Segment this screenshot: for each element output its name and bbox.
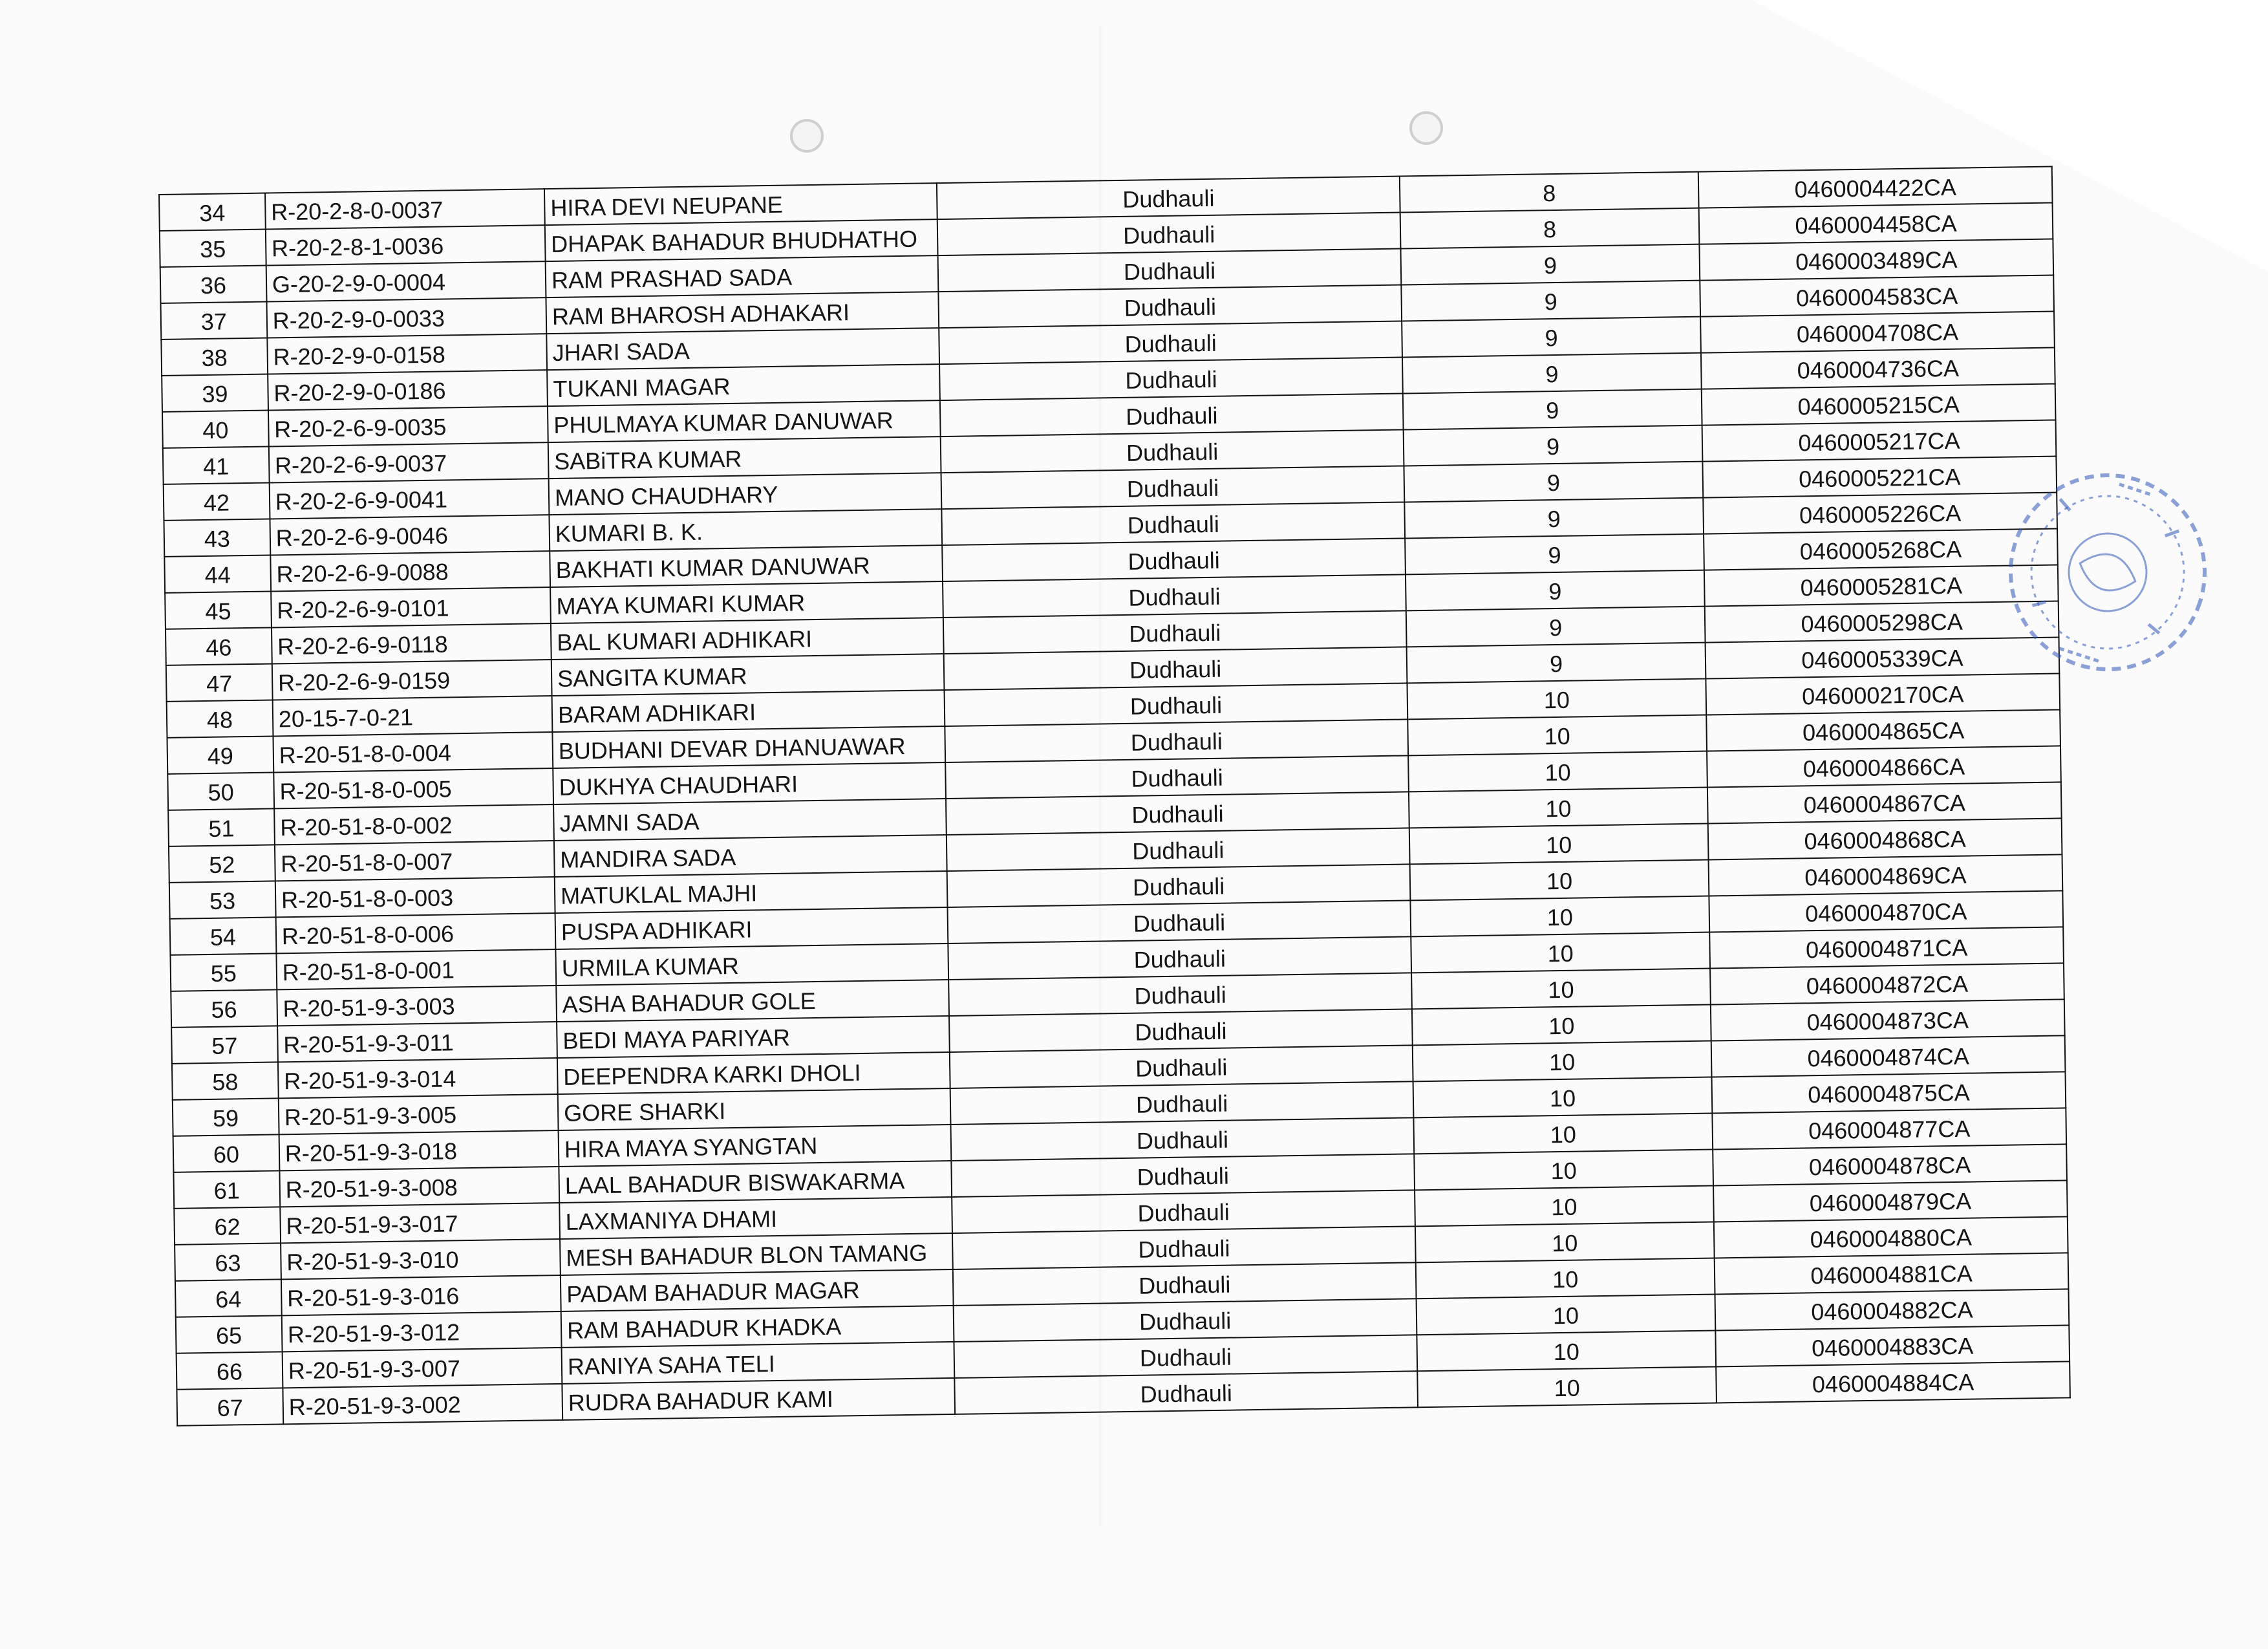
ward-number-cell: 10 xyxy=(1410,860,1709,901)
beneficiary-code-cell: 20-15-7-0-21 xyxy=(272,696,552,736)
account-number-cell: 0460004870CA xyxy=(1709,890,2063,932)
vdc-cell: Dudhauli xyxy=(937,177,1400,220)
beneficiary-code-cell: R-20-2-8-0-0037 xyxy=(265,189,545,229)
account-number-cell: 0460004583CA xyxy=(1700,275,2054,317)
vdc-cell: Dudhauli xyxy=(938,249,1402,292)
ward-number-cell: 10 xyxy=(1409,788,1708,828)
beneficiary-name-cell: URMILA KUMAR xyxy=(555,943,948,986)
beneficiary-name-cell: JHARI SADA xyxy=(546,328,939,370)
account-number-cell: 0460004872CA xyxy=(1710,963,2064,1004)
beneficiary-code-cell: R-20-51-8-0-002 xyxy=(274,804,554,845)
beneficiary-code-cell: R-20-51-9-3-008 xyxy=(279,1167,559,1207)
vdc-cell: Dudhauli xyxy=(952,1226,1416,1269)
punch-hole-icon xyxy=(1409,111,1443,145)
serial-number-cell: 44 xyxy=(164,555,271,592)
beneficiary-name-cell: BAKHATI KUMAR DANUWAR xyxy=(550,545,943,587)
serial-number-cell: 40 xyxy=(162,411,269,448)
account-number-cell: 0460004868CA xyxy=(1708,818,2062,859)
beneficiary-table xyxy=(158,166,2071,1427)
ward-number-cell: 10 xyxy=(1416,1258,1715,1299)
ward-number-cell: 10 xyxy=(1415,1185,1714,1226)
ward-number-cell: 10 xyxy=(1417,1294,1716,1335)
serial-number-cell: 56 xyxy=(171,989,277,1027)
beneficiary-name-cell: SABiTRA KUMAR xyxy=(548,436,941,479)
vdc-cell: Dudhauli xyxy=(941,466,1405,509)
vdc-cell: Dudhauli xyxy=(949,1009,1413,1052)
serial-number-cell: 67 xyxy=(177,1388,283,1425)
ward-number-cell: 10 xyxy=(1407,715,1707,756)
ward-number-cell: 9 xyxy=(1403,389,1702,430)
ward-number-cell: 10 xyxy=(1415,1222,1715,1262)
ward-number-cell: 9 xyxy=(1404,426,1703,466)
account-number-cell: 0460004873CA xyxy=(1711,999,2065,1040)
beneficiary-code-cell: R-20-51-9-3-003 xyxy=(277,986,557,1026)
account-number-cell: 0460004458CA xyxy=(1699,203,2053,244)
serial-number-cell: 62 xyxy=(174,1207,281,1244)
vdc-cell: Dudhauli xyxy=(939,321,1402,364)
beneficiary-code-cell: R-20-51-8-0-001 xyxy=(276,949,556,989)
vdc-cell: Dudhauli xyxy=(946,792,1409,835)
beneficiary-name-cell: BARAM ADHIKARI xyxy=(552,690,945,732)
serial-number-cell: 54 xyxy=(170,917,277,954)
beneficiary-code-cell: R-20-2-9-0-0186 xyxy=(268,370,548,410)
beneficiary-code-cell: R-20-2-6-9-0118 xyxy=(272,623,551,663)
serial-number-cell: 51 xyxy=(168,808,275,846)
ward-number-cell: 8 xyxy=(1400,208,1700,249)
account-number-cell: 0460004871CA xyxy=(1709,927,2064,968)
serial-number-cell: 45 xyxy=(165,591,272,629)
vdc-cell: Dudhauli xyxy=(951,1154,1415,1197)
vdc-cell: Dudhauli xyxy=(954,1335,1418,1378)
account-number-cell: 0460005226CA xyxy=(1703,492,2057,534)
ward-number-cell: 9 xyxy=(1407,643,1706,684)
account-number-cell: 0460002170CA xyxy=(1706,673,2060,715)
ward-number-cell: 10 xyxy=(1411,932,1710,973)
beneficiary-code-cell: R-20-51-9-3-011 xyxy=(277,1022,557,1062)
account-number-cell: 0460004884CA xyxy=(1716,1361,2070,1403)
account-number-cell: 0460005281CA xyxy=(1704,565,2059,606)
vdc-cell: Dudhauli xyxy=(939,357,1403,400)
vdc-cell: Dudhauli xyxy=(945,719,1408,762)
vdc-cell: Dudhauli xyxy=(948,973,1412,1016)
beneficiary-name-cell: PADAM BAHADUR MAGAR xyxy=(561,1269,954,1311)
beneficiary-code-cell: R-20-2-8-1-0036 xyxy=(266,225,546,265)
beneficiary-name-cell: DUKHYA CHAUDHARI xyxy=(553,762,946,804)
vdc-cell: Dudhauli xyxy=(945,683,1408,726)
account-number-cell: 0460004708CA xyxy=(1700,312,2055,353)
serial-number-cell: 47 xyxy=(166,663,273,701)
beneficiary-name-cell: GORE SHARKI xyxy=(558,1088,951,1130)
beneficiary-name-cell: RAM BHAROSH ADHAKARI xyxy=(546,292,939,334)
serial-number-cell: 66 xyxy=(177,1352,283,1389)
beneficiary-name-cell: SANGITA KUMAR xyxy=(551,654,945,696)
vdc-cell: Dudhauli xyxy=(954,1299,1417,1342)
serial-number-cell: 46 xyxy=(166,627,272,665)
ward-number-cell: 10 xyxy=(1409,824,1709,865)
account-number-cell: 0460004881CA xyxy=(1715,1253,2069,1294)
beneficiary-name-cell: HIRA DEVI NEUPANE xyxy=(544,183,937,225)
beneficiary-code-cell: R-20-2-6-9-0101 xyxy=(271,587,551,627)
beneficiary-name-cell: PHULMAYA KUMAR DANUWAR xyxy=(548,400,941,442)
beneficiary-code-cell: R-20-51-9-3-016 xyxy=(281,1275,561,1315)
beneficiary-code-cell: R-20-51-8-0-007 xyxy=(275,841,555,881)
vdc-cell: Dudhauli xyxy=(941,502,1405,545)
ward-number-cell: 10 xyxy=(1412,1005,1711,1046)
beneficiary-name-cell: ASHA BAHADUR GOLE xyxy=(556,980,949,1022)
account-number-cell: 0460004736CA xyxy=(1701,348,2055,389)
ward-number-cell: 9 xyxy=(1405,534,1704,575)
beneficiary-code-cell: R-20-2-6-9-0041 xyxy=(269,479,549,519)
beneficiary-code-cell: R-20-2-9-0-0033 xyxy=(266,297,546,338)
account-number-cell: 0460004875CA xyxy=(1712,1072,2066,1113)
serial-number-cell: 41 xyxy=(163,447,270,484)
account-number-cell: 0460004879CA xyxy=(1713,1180,2068,1222)
beneficiary-code-cell: R-20-51-8-0-006 xyxy=(275,913,555,953)
beneficiary-code-cell: R-20-51-9-3-014 xyxy=(278,1058,558,1098)
ward-number-cell: 9 xyxy=(1404,498,1704,539)
beneficiary-code-cell: R-20-2-6-9-0088 xyxy=(270,551,550,591)
beneficiary-name-cell: PUSPA ADHIKARI xyxy=(555,907,948,949)
beneficiary-code-cell: R-20-51-9-3-010 xyxy=(281,1239,561,1279)
serial-number-cell: 59 xyxy=(173,1098,279,1136)
serial-number-cell: 55 xyxy=(170,953,277,991)
vdc-cell: Dudhauli xyxy=(950,1081,1414,1125)
beneficiary-code-cell: R-20-2-6-9-0037 xyxy=(269,442,549,482)
beneficiary-name-cell: LAXMANIYA DHAMI xyxy=(559,1197,952,1239)
beneficiary-name-cell: RAM BAHADUR KHADKA xyxy=(561,1306,954,1348)
ward-number-cell: 10 xyxy=(1408,751,1707,792)
serial-number-cell: 49 xyxy=(167,736,273,773)
beneficiary-code-cell: R-20-51-9-3-005 xyxy=(279,1094,559,1134)
vdc-cell: Dudhauli xyxy=(941,429,1404,473)
beneficiary-name-cell: BAL KUMARI ADHIKARI xyxy=(551,618,944,660)
beneficiary-code-cell: R-20-51-8-0-004 xyxy=(273,732,553,772)
vdc-cell: Dudhauli xyxy=(942,538,1406,581)
serial-number-cell: 58 xyxy=(172,1062,279,1099)
serial-number-cell: 39 xyxy=(162,374,268,412)
ward-number-cell: 9 xyxy=(1401,244,1700,285)
beneficiary-name-cell: MANO CHAUDHARY xyxy=(549,473,942,515)
account-number-cell: 0460004880CA xyxy=(1714,1216,2068,1258)
serial-number-cell: 35 xyxy=(160,230,266,267)
beneficiary-name-cell: BUDHANI DEVAR DHANUAWAR xyxy=(552,726,945,768)
vdc-cell: Dudhauli xyxy=(938,285,1402,328)
account-number-cell: 0460004866CA xyxy=(1707,746,2061,787)
vdc-cell: Dudhauli xyxy=(943,574,1406,618)
beneficiary-code-cell: R-20-51-8-0-005 xyxy=(273,768,553,808)
beneficiary-code-cell: R-20-51-9-3-007 xyxy=(282,1348,562,1388)
serial-number-cell: 63 xyxy=(175,1243,281,1280)
beneficiary-code-cell: R-20-51-9-3-002 xyxy=(283,1384,562,1424)
beneficiary-name-cell: MANDIRA SADA xyxy=(554,835,947,877)
ward-number-cell: 9 xyxy=(1401,281,1700,321)
vdc-cell: Dudhauli xyxy=(948,900,1411,943)
serial-number-cell: 48 xyxy=(167,700,273,737)
serial-number-cell: 38 xyxy=(161,338,268,376)
serial-number-cell: 60 xyxy=(173,1134,280,1172)
beneficiary-name-cell: RANIYA SAHA TELI xyxy=(562,1342,955,1384)
serial-number-cell: 43 xyxy=(164,519,270,556)
beneficiary-name-cell: MESH BAHADUR BLON TAMANG xyxy=(560,1233,953,1275)
ward-number-cell: 9 xyxy=(1404,462,1703,502)
beneficiary-code-cell: R-20-51-9-3-018 xyxy=(279,1130,559,1170)
ward-number-cell: 9 xyxy=(1406,607,1706,647)
vdc-cell: Dudhauli xyxy=(937,213,1401,256)
beneficiary-code-cell: R-20-2-6-9-0046 xyxy=(270,515,550,555)
ward-number-cell: 9 xyxy=(1406,570,1705,611)
serial-number-cell: 52 xyxy=(169,845,275,882)
vdc-cell: Dudhauli xyxy=(940,393,1404,436)
punch-hole-icon xyxy=(790,119,824,153)
beneficiary-code-cell: R-20-2-9-0-0158 xyxy=(267,334,547,374)
beneficiary-name-cell: RUDRA BAHADUR KAMI xyxy=(562,1378,955,1420)
beneficiary-code-cell: R-20-51-9-3-017 xyxy=(280,1203,560,1243)
ward-number-cell: 10 xyxy=(1410,896,1709,937)
serial-number-cell: 36 xyxy=(160,266,267,303)
account-number-cell: 0460004865CA xyxy=(1706,709,2060,751)
beneficiary-name-cell: DHAPAK BAHADUR BHUDHATHO xyxy=(545,219,938,261)
beneficiary-name-cell: RAM PRASHAD SADA xyxy=(546,255,939,297)
account-number-cell: 0460005339CA xyxy=(1706,637,2060,678)
vdc-cell: Dudhauli xyxy=(947,864,1411,907)
vdc-cell: Dudhauli xyxy=(948,936,1411,980)
beneficiary-code-cell: R-20-51-8-0-003 xyxy=(275,877,555,917)
serial-number-cell: 37 xyxy=(161,302,268,339)
account-number-cell: 0460003489CA xyxy=(1699,239,2053,281)
serial-number-cell: 57 xyxy=(171,1026,278,1063)
serial-number-cell: 65 xyxy=(176,1315,283,1353)
beneficiary-name-cell: BEDI MAYA PARIYAR xyxy=(557,1016,950,1058)
beneficiary-code-cell: R-20-2-6-9-0159 xyxy=(272,660,552,700)
ward-number-cell: 10 xyxy=(1413,1114,1713,1154)
serial-number-cell: 42 xyxy=(164,483,270,521)
vdc-cell: Dudhauli xyxy=(943,610,1407,654)
ward-number-cell: 10 xyxy=(1413,1077,1713,1118)
beneficiary-name-cell: DEEPENDRA KARKI DHOLI xyxy=(557,1052,950,1094)
ward-number-cell: 10 xyxy=(1417,1330,1716,1371)
vdc-cell: Dudhauli xyxy=(947,828,1410,871)
ward-number-cell: 10 xyxy=(1411,969,1711,1009)
beneficiary-code-cell: R-20-51-9-3-012 xyxy=(282,1311,562,1352)
beneficiary-name-cell: KUMARI B. K. xyxy=(549,509,942,551)
account-number-cell: 0460004869CA xyxy=(1709,854,2063,896)
account-number-cell: 0460004867CA xyxy=(1707,782,2062,823)
ward-number-cell: 10 xyxy=(1413,1041,1712,1082)
vdc-cell: Dudhauli xyxy=(945,755,1409,799)
serial-number-cell: 34 xyxy=(159,193,266,231)
serial-number-cell: 50 xyxy=(167,772,274,810)
serial-number-cell: 64 xyxy=(175,1279,282,1317)
account-number-cell: 0460004877CA xyxy=(1712,1108,2066,1149)
account-number-cell: 0460005215CA xyxy=(1702,384,2056,426)
beneficiary-name-cell: LAAL BAHADUR BISWAKARMA xyxy=(559,1161,952,1203)
vdc-cell: Dudhauli xyxy=(952,1190,1415,1233)
account-number-cell: 0460004874CA xyxy=(1711,1035,2066,1077)
vdc-cell: Dudhauli xyxy=(950,1045,1413,1088)
beneficiary-code-cell: R-20-2-6-9-0035 xyxy=(268,406,548,446)
serial-number-cell: 53 xyxy=(169,881,276,918)
account-number-cell: 0460004878CA xyxy=(1713,1144,2067,1185)
ward-number-cell: 10 xyxy=(1407,679,1706,720)
account-number-cell: 0460005298CA xyxy=(1705,601,2059,642)
serial-number-cell: 61 xyxy=(173,1170,280,1208)
beneficiary-name-cell: HIRA MAYA SYANGTAN xyxy=(559,1125,952,1167)
beneficiary-code-cell: G-20-2-9-0-0004 xyxy=(266,261,546,301)
ward-number-cell: 10 xyxy=(1414,1149,1713,1190)
ward-number-cell: 8 xyxy=(1400,172,1699,213)
account-number-cell: 0460004883CA xyxy=(1715,1325,2070,1366)
vdc-cell: Dudhauli xyxy=(954,1371,1418,1414)
beneficiary-table-body xyxy=(159,167,2070,1426)
vdc-cell: Dudhauli xyxy=(953,1262,1417,1306)
ward-number-cell: 9 xyxy=(1402,317,1701,358)
beneficiary-name-cell: MATUKLAL MAJHI xyxy=(555,871,948,913)
vdc-cell: Dudhauli xyxy=(944,647,1407,690)
ward-number-cell: 10 xyxy=(1417,1366,1717,1407)
account-number-cell: 0460005217CA xyxy=(1702,420,2057,462)
account-number-cell: 0460005221CA xyxy=(1702,456,2057,497)
beneficiary-name-cell: JAMNI SADA xyxy=(553,799,947,841)
vdc-cell: Dudhauli xyxy=(951,1117,1415,1161)
beneficiary-name-cell: MAYA KUMARI KUMAR xyxy=(550,581,943,623)
ward-number-cell: 9 xyxy=(1402,353,1702,394)
beneficiary-name-cell: TUKANI MAGAR xyxy=(547,364,940,406)
account-number-cell: 0460004422CA xyxy=(1698,167,2053,208)
account-number-cell: 0460005268CA xyxy=(1704,528,2058,570)
account-number-cell: 0460004882CA xyxy=(1715,1289,2070,1330)
